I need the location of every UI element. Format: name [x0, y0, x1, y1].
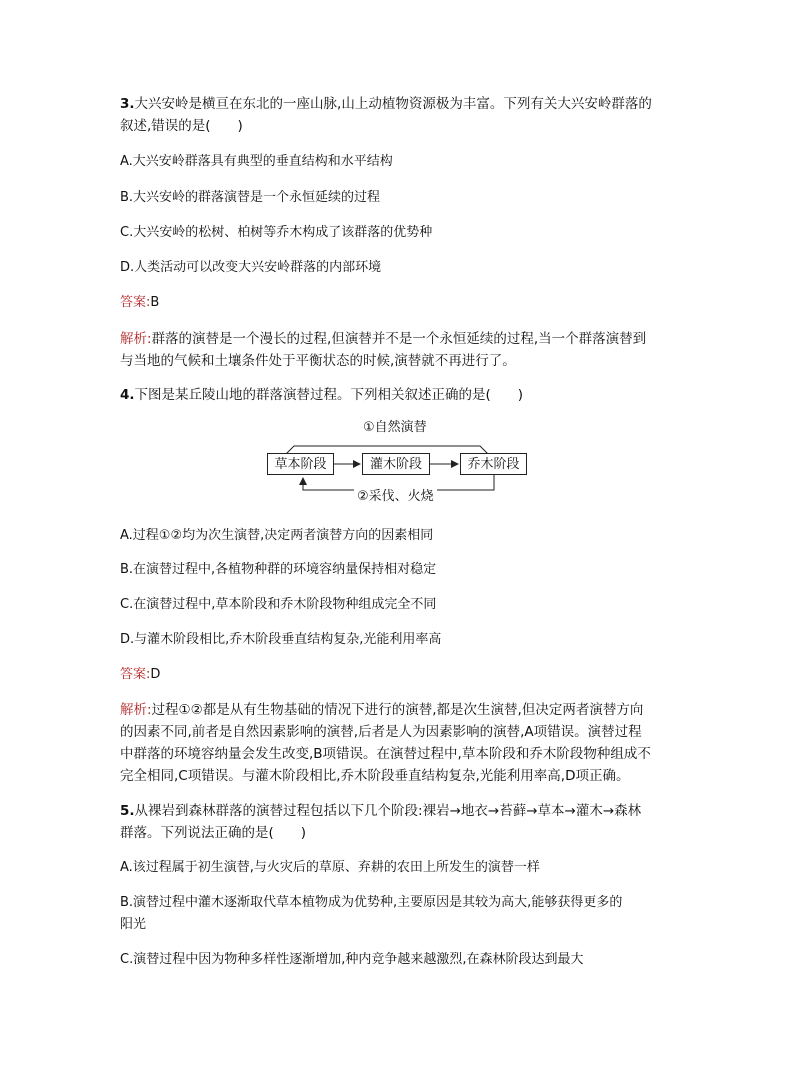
- q3-option-d: D.人类活动可以改变大兴安岭群落的内部环境: [120, 260, 382, 275]
- q5-stem-line1: 5.从裸岩到森林群落的演替过程包括以下几个阶段:裸岩→地衣→苔藓→草本→灌木→森林: [120, 803, 642, 819]
- q4-number: 4.: [120, 387, 135, 403]
- q5-option-b-line1: B.演替过程中灌木逐渐取代草本植物成为优势种,主要原因是其较为高大,能够获得更多的: [120, 895, 623, 910]
- stage-tree-box: 乔木阶段: [460, 453, 527, 475]
- q4-explanation-line4: 完全相同,C项错误。与灌木阶段相比,乔木阶段垂直结构复杂,光能利用率高,D项正确。: [120, 768, 630, 784]
- q4-explanation-line1: 解析:过程①②都是从有生物基础的情况下进行的演替,都是次生演替,但决定两者演替方向: [120, 702, 644, 718]
- stage-herb-box: 草本阶段: [267, 453, 334, 475]
- q3-stem-line2: 叙述,错误的是( ): [120, 118, 243, 134]
- q5-number: 5.: [120, 803, 135, 819]
- q4-stem: 4.下图是某丘陵山地的群落演替过程。下列相关叙述正确的是( ): [120, 387, 524, 403]
- q3-explanation-line2: 与当地的气候和土壤条件处于平衡状态的时候,演替就不再进行了。: [120, 353, 516, 369]
- q4-option-c: C.在演替过程中,草本阶段和乔木阶段物种组成完全不同: [120, 597, 437, 612]
- q4-explanation-line3: 中群落的环境容纳量会发生改变,B项错误。在演替过程中,草本阶段和乔木阶段物种组成不: [120, 746, 651, 762]
- q4-explanation-label: 解析:: [120, 702, 152, 718]
- q3-answer-value: B: [150, 295, 160, 310]
- q3-explanation-label: 解析:: [120, 331, 152, 347]
- q4-answer-value: D: [150, 667, 161, 682]
- q3-number: 3.: [120, 96, 135, 112]
- q4-answer: [120, 666, 160, 684]
- q3-answer-label: 答案:: [120, 295, 151, 310]
- q3-option-b: B.大兴安岭的群落演替是一个永恒延续的过程: [120, 190, 381, 205]
- diagram-top-label: ①自然演替: [360, 420, 430, 436]
- q3-option-a: A.大兴安岭群落具有典型的垂直结构和水平结构: [120, 154, 393, 169]
- q5-option-a: A.该过程属于初生演替,与火灾后的草原、弃耕的农田上所发生的演替一样: [120, 860, 540, 875]
- q3-stem-line1: 3.大兴安岭是横亘在东北的一座山脉,山上动植物资源极为丰富。下列有关大兴安岭群落的: [120, 96, 652, 112]
- q3-answer: [120, 294, 159, 312]
- q4-option-d: D.与灌木阶段相比,乔木阶段垂直结构复杂,光能利用率高: [120, 632, 442, 647]
- return-path-line: [303, 475, 494, 490]
- q4-answer-label: 答案:: [120, 667, 151, 682]
- q4-explanation-line2: 的因素不同,前者是自然因素影响的演替,后者是人为因素影响的演替,A项错误。演替过程: [120, 724, 642, 740]
- diagram-bottom-label: ②采伐、火烧: [354, 489, 437, 505]
- q3-explanation-line1: 解析:群落的演替是一个漫长的过程,但演替并不是一个永恒延续的过程,当一个群落演替到: [120, 331, 647, 347]
- stage-shrub-box: 灌木阶段: [362, 453, 430, 475]
- q5-option-c: C.演替过程中因为物种多样性逐渐增加,种内竞争越来越激烈,在森林阶段达到最大: [120, 952, 584, 967]
- q4-option-a: A.过程①②均为次生演替,决定两者演替方向的因素相同: [120, 528, 434, 543]
- succession-diagram: [266, 418, 528, 504]
- q5-stem-line2: 群落。下列说法正确的是( ): [120, 825, 307, 841]
- q3-option-c: C.大兴安岭的松树、柏树等乔木构成了该群落的优势种: [120, 225, 433, 240]
- q5-option-b-line2: 阳光: [120, 917, 147, 932]
- q4-option-b: B.在演替过程中,各植物种群的环境容纳量保持相对稳定: [120, 562, 437, 577]
